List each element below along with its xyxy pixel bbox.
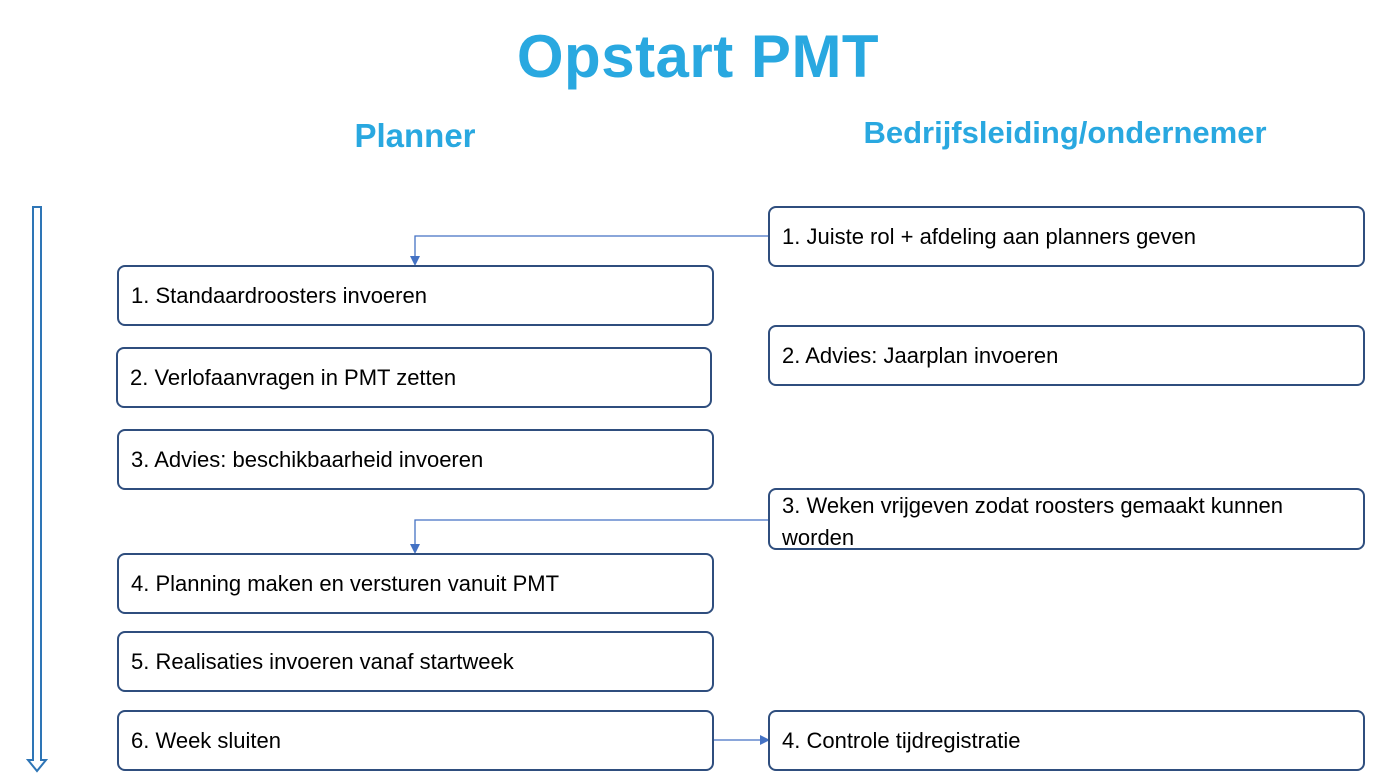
management-step-3-label: 3. Weken vrijgeven zodat roosters gemaakt kunnen worden bbox=[782, 493, 1283, 550]
management-step-2 bbox=[768, 325, 1365, 386]
page-title: Opstart PMT bbox=[516, 23, 880, 90]
management-step-3 bbox=[768, 488, 1365, 550]
planner-step-2-label: 2. Verlofaanvragen in PMT zetten bbox=[130, 364, 457, 390]
management-step-2-label: 2. Advies: Jaarplan invoeren bbox=[782, 342, 1059, 368]
planner-step-1 bbox=[117, 265, 714, 326]
planner-step-3-label: 3. Advies: beschikbaarheid invoeren bbox=[131, 446, 484, 472]
planner-step-2 bbox=[116, 347, 712, 408]
management-step-1 bbox=[768, 206, 1365, 267]
planner-step-4 bbox=[117, 553, 714, 614]
management-column-heading: Bedrijfsleiding/ondernemer bbox=[863, 115, 1267, 150]
planner-step-4-label: 4. Planning maken en versturen vanuit PMT bbox=[131, 570, 560, 596]
management-step-4 bbox=[768, 710, 1365, 771]
planner-column-heading: Planner bbox=[354, 117, 476, 154]
planner-step-5 bbox=[117, 631, 714, 692]
planner-step-6 bbox=[117, 710, 714, 771]
connector-mgmt3-to-planner4 bbox=[415, 520, 770, 552]
management-step-1-label: 1. Juiste rol + afdeling aan planners geven bbox=[782, 223, 1197, 249]
planner-step-1-label: 1. Standaardroosters invoeren bbox=[131, 282, 427, 308]
connector-mgmt1-to-planner1 bbox=[415, 236, 770, 264]
planner-step-6-label: 6. Week sluiten bbox=[131, 727, 282, 753]
management-step-4-label: 4. Controle tijdregistratie bbox=[782, 727, 1021, 753]
planner-step-3 bbox=[117, 429, 714, 490]
planner-step-5-label: 5. Realisaties invoeren vanaf startweek bbox=[131, 648, 514, 674]
timeline-arrow bbox=[28, 207, 46, 771]
